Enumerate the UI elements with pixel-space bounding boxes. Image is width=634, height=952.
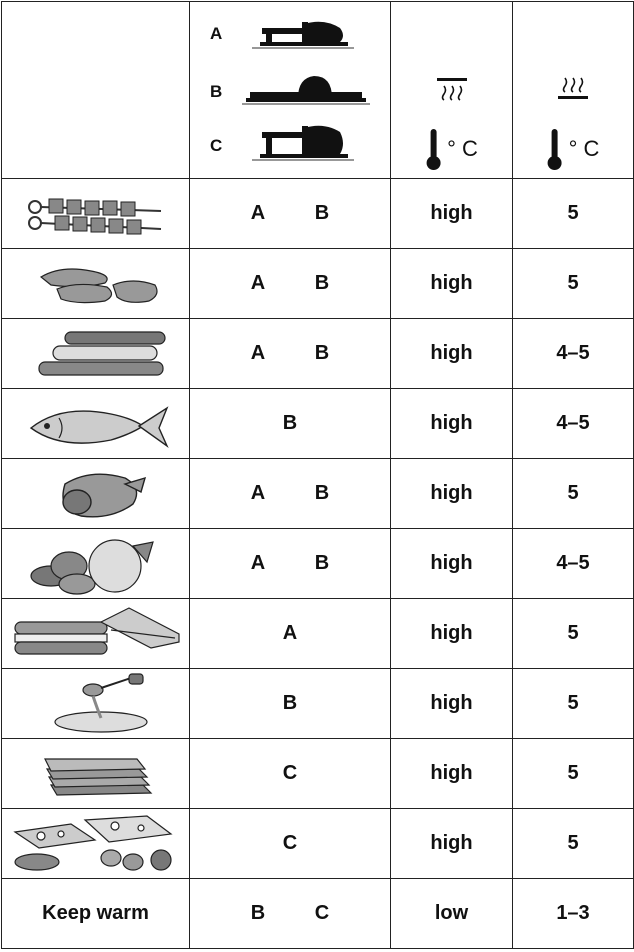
temp-cell: high [391,249,513,319]
skewers-icon [21,189,171,239]
food-cell [2,739,190,809]
temp-cell: high [391,179,513,249]
food-cell [2,599,190,669]
position-cell: A [190,599,391,669]
setting-cell: 5 [513,739,634,809]
table-row [2,249,634,319]
position-cell: C [190,809,391,879]
table-row [2,599,634,669]
temp-cell: high [391,669,513,739]
table-row [2,809,634,879]
position-cell: A B [190,319,391,389]
setting-cell: 1–3 [513,879,634,949]
temp-unit: ° C [447,136,478,161]
temp-cell: low [391,879,513,949]
position-label-c: C [210,136,223,155]
table-row [2,529,634,599]
tortillas-icon [21,749,171,799]
cheese-mushrooms-icon [11,812,181,876]
header-bottom-heat-cell [513,2,634,179]
position-cell: C [190,739,391,809]
setting-cell: 5 [513,179,634,249]
food-cell [2,669,190,739]
header-positions-cell [190,2,391,179]
table-row [2,669,634,739]
food-cell [2,809,190,879]
temp-cell: high [391,459,513,529]
position-label-a: A [210,24,223,43]
grill-position-b-icon [242,70,372,110]
keep-warm-label: Keep warm [2,879,190,949]
setting-cell: 5 [513,599,634,669]
position-cell: A B [190,459,391,529]
setting-cell: 5 [513,809,634,879]
position-cell: B [190,669,391,739]
header-top-heat-cell [391,2,513,179]
steaks-icon [21,259,171,309]
position-cell: A B [190,529,391,599]
thermometer-icon [425,127,441,171]
setting-cell: 4–5 [513,389,634,459]
food-cell [2,179,190,249]
sausages-icon [21,326,171,382]
food-cell [2,319,190,389]
grill-position-a-icon [242,14,362,54]
bottom-heat-icon [557,76,589,102]
temp-cell: high [391,529,513,599]
position-cell: B C [190,879,391,949]
thermometer-icon [547,127,563,171]
food-cell [2,529,190,599]
table-row [2,179,634,249]
chicken-icon [21,464,171,524]
pancake-batter-icon [21,672,171,736]
table-row [2,389,634,459]
food-cell [2,389,190,459]
temp-cell: high [391,809,513,879]
vegetables-icon [21,532,171,596]
setting-cell: 4–5 [513,319,634,389]
temp-cell: high [391,319,513,389]
food-cell [2,249,190,319]
header-empty-cell [2,2,190,179]
grill-position-c-icon [242,118,362,166]
table-row [2,319,634,389]
setting-cell: 5 [513,249,634,319]
temp-cell: high [391,599,513,669]
position-label-b: B [210,82,223,101]
temp-cell: high [391,739,513,809]
temp-cell: high [391,389,513,459]
table-row [2,459,634,529]
table-row [2,879,634,949]
setting-cell: 4–5 [513,529,634,599]
setting-cell: 5 [513,669,634,739]
food-cell [2,459,190,529]
sandwiches-icon [11,604,181,664]
position-cell: A B [190,179,391,249]
table-row [2,739,634,809]
fish-icon [21,396,171,452]
setting-cell: 5 [513,459,634,529]
temp-unit: ° C [568,136,600,161]
position-cell: A B [190,249,391,319]
top-heat-icon [436,76,468,102]
cooking-table [1,1,634,949]
position-cell: B [190,389,391,459]
